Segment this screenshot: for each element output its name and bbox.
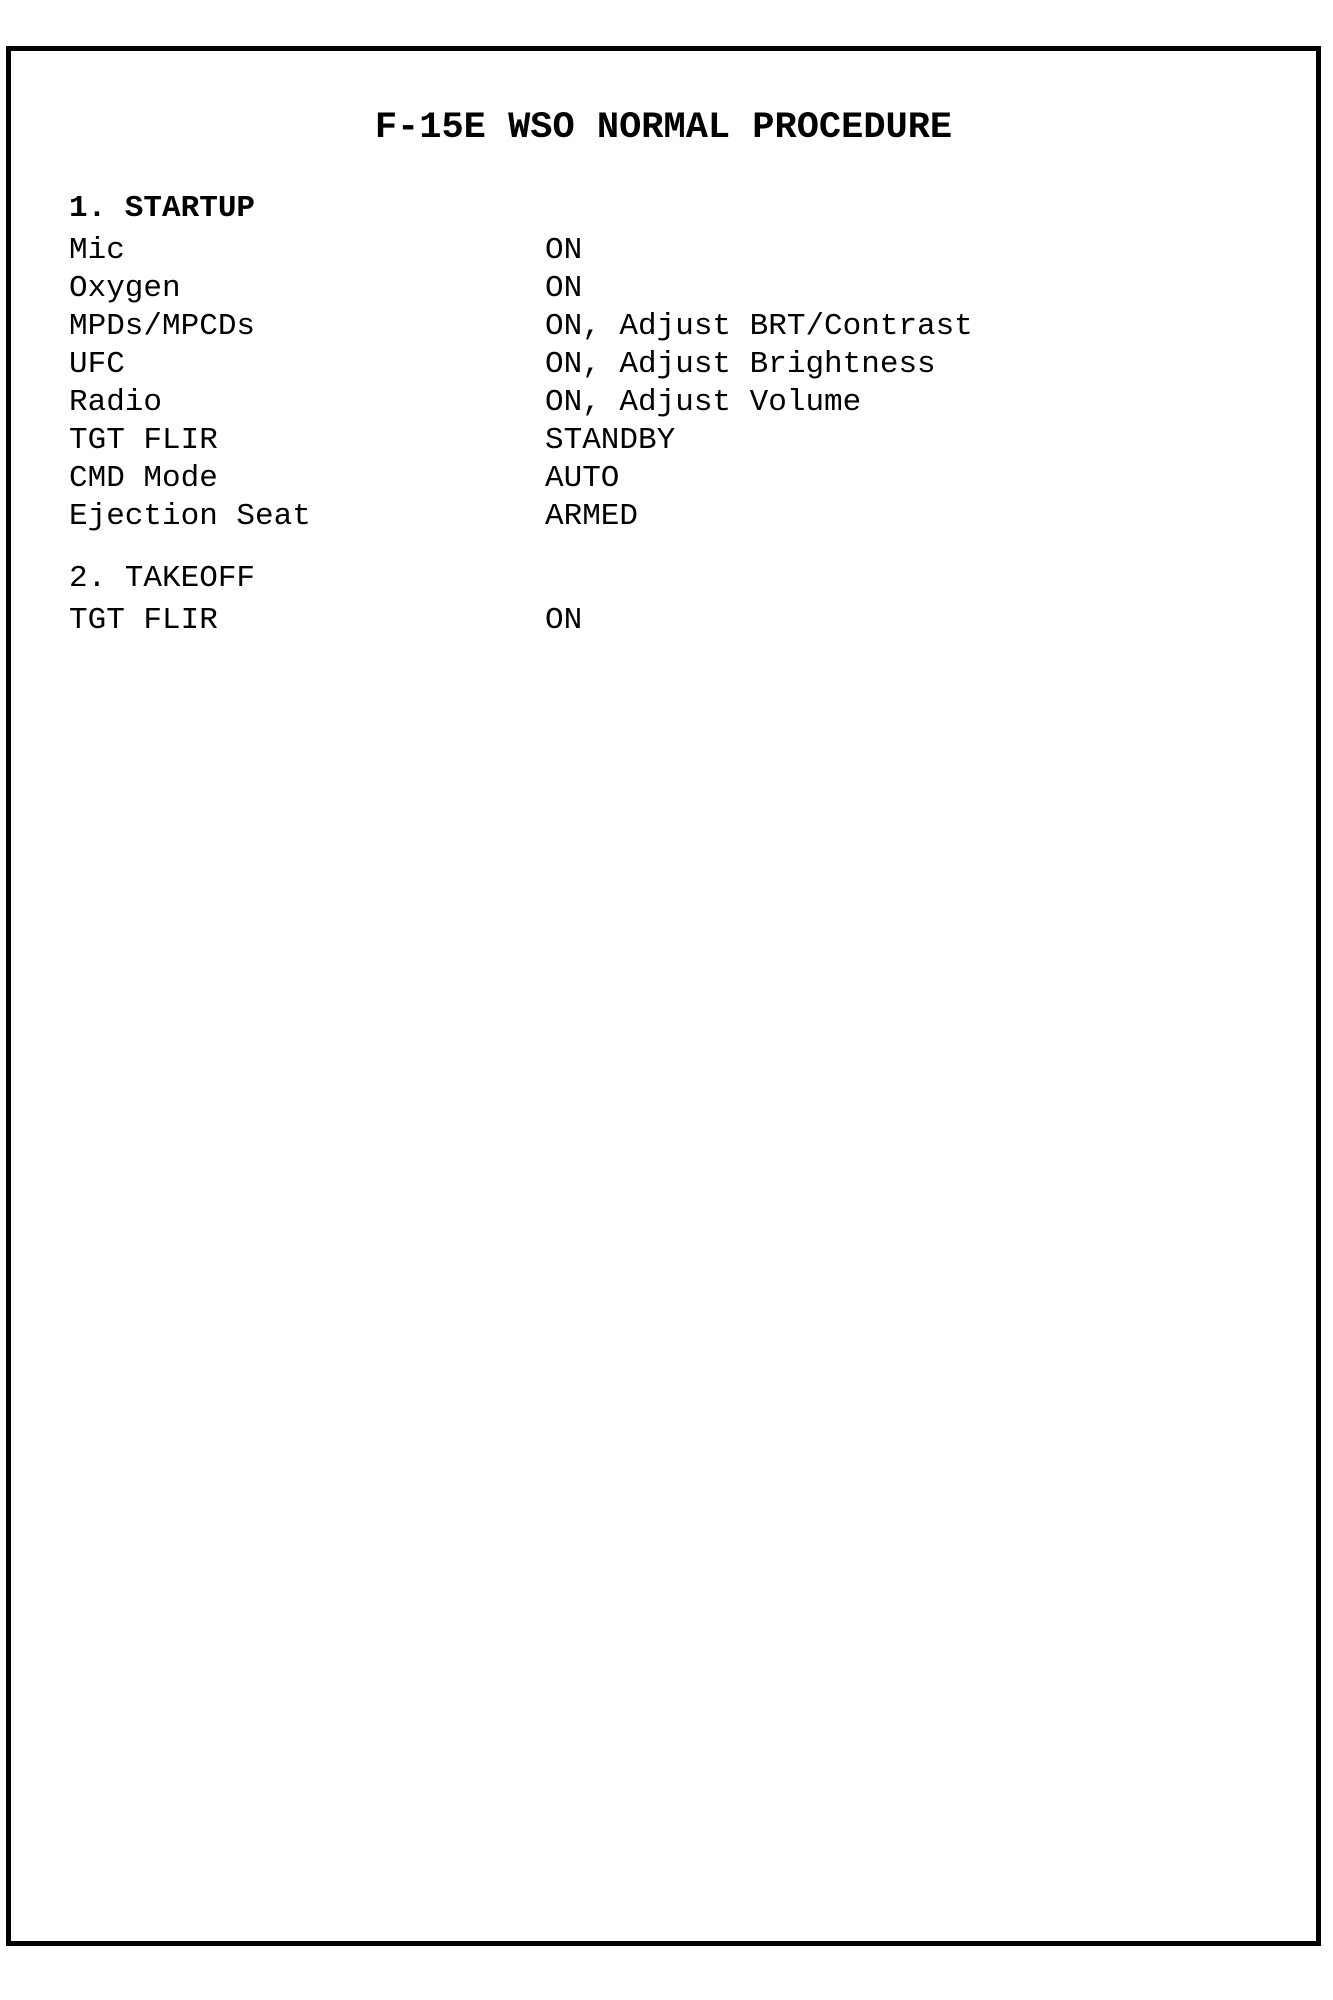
checklist-action: ON, Adjust BRT/Contrast	[545, 309, 973, 344]
section-startup	[69, 190, 1296, 536]
checklist-row	[69, 422, 1296, 460]
checklist-action: STANDBY	[545, 423, 676, 458]
section-heading: 1. STARTUP	[69, 191, 256, 226]
checklist-action: ARMED	[545, 499, 639, 534]
document-frame	[6, 46, 1321, 1946]
checklist-action: ON, Adjust Volume	[545, 385, 862, 420]
checklist-row	[69, 232, 1296, 270]
checklist-row	[69, 308, 1296, 346]
checklist-item: Mic	[69, 233, 125, 268]
checklist-action: ON	[545, 271, 583, 306]
checklist-item: Oxygen	[69, 271, 181, 306]
checklist-row	[69, 346, 1296, 384]
checklist-action: AUTO	[545, 461, 620, 496]
checklist-row	[69, 498, 1296, 536]
checklist-row	[69, 460, 1296, 498]
document-title: F-15E WSO NORMAL PROCEDURE	[374, 107, 953, 149]
checklist-item: UFC	[69, 347, 125, 382]
checklist-action: ON, Adjust Brightness	[545, 347, 936, 382]
checklist-row	[69, 384, 1296, 422]
checklist-item: Ejection Seat	[69, 499, 311, 534]
checklist-item: Radio	[69, 385, 163, 420]
checklist-row	[69, 602, 1296, 640]
checklist-item: TGT FLIR	[69, 423, 218, 458]
checklist-item: MPDs/MPCDs	[69, 309, 256, 344]
section-takeoff	[69, 560, 1296, 640]
checklist-action: ON	[545, 233, 583, 268]
checklist-action: ON	[545, 603, 583, 638]
checklist-row	[69, 270, 1296, 308]
section-heading: 2. TAKEOFF	[69, 561, 256, 596]
checklist-item: CMD Mode	[69, 461, 218, 496]
checklist-item: TGT FLIR	[69, 603, 218, 638]
